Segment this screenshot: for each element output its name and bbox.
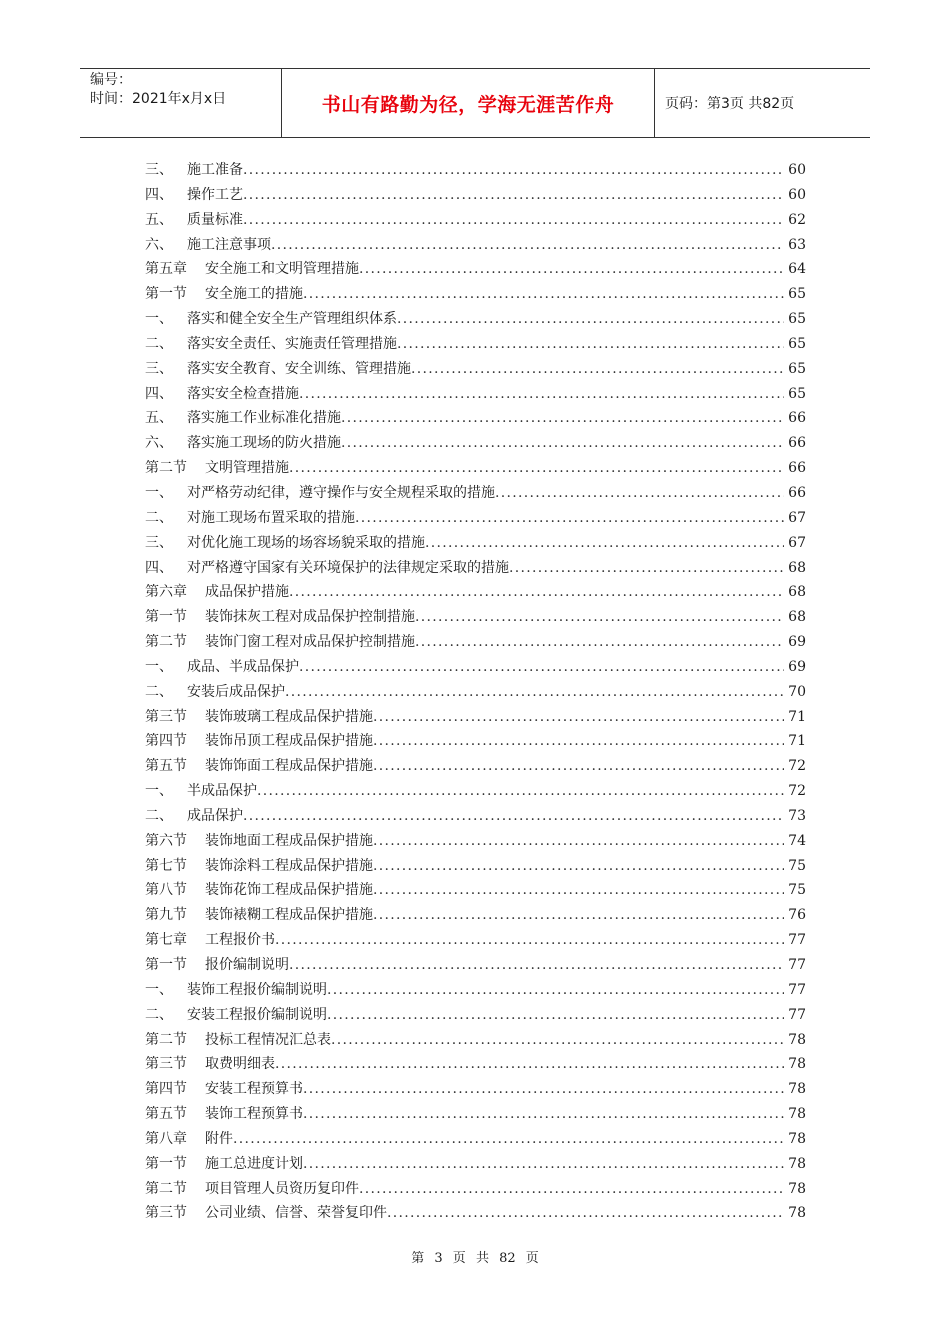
toc-entry-page: 78 bbox=[788, 1056, 806, 1073]
toc-entry-title: 附件 bbox=[205, 1130, 233, 1147]
toc-entry-number: 三、 bbox=[145, 360, 173, 377]
toc-dot-leader bbox=[373, 709, 784, 725]
toc-entry-number: 第五节 bbox=[145, 1106, 187, 1123]
toc-entry-number: 二、 bbox=[145, 509, 173, 526]
toc-entry-title: 装饰抹灰工程对成品保护控制措施 bbox=[205, 609, 415, 626]
toc-entry-title: 落实施工现场的防火措施 bbox=[187, 435, 341, 452]
toc-entry-number: 一、 bbox=[145, 981, 173, 998]
toc-entry[interactable] bbox=[145, 904, 806, 929]
toc-dot-leader bbox=[299, 386, 784, 402]
toc-entry-number: 第一节 bbox=[145, 1155, 187, 1172]
toc-entry-page: 78 bbox=[788, 1180, 806, 1197]
toc-dot-leader bbox=[387, 1205, 784, 1221]
toc-entry-number: 六、 bbox=[145, 435, 173, 452]
toc-entry[interactable] bbox=[145, 209, 806, 234]
toc-entry-page: 65 bbox=[788, 286, 806, 303]
toc-dot-leader bbox=[355, 510, 784, 526]
toc-entry-title: 成品保护 bbox=[187, 807, 243, 824]
toc-entry-number: 第八章 bbox=[145, 1130, 187, 1147]
toc-dot-leader bbox=[303, 1156, 784, 1172]
toc-entry-page: 78 bbox=[788, 1081, 806, 1098]
toc-dot-leader bbox=[285, 684, 784, 700]
toc-entry-number: 第四节 bbox=[145, 1081, 187, 1098]
toc-entry-title: 装饰玻璃工程成品保护措施 bbox=[205, 708, 373, 725]
toc-entry-page: 67 bbox=[788, 509, 806, 526]
toc-entry-title: 安全施工的措施 bbox=[205, 286, 303, 303]
toc-entry-page: 64 bbox=[788, 261, 806, 278]
toc-dot-leader bbox=[299, 659, 784, 675]
toc-dot-leader bbox=[373, 833, 784, 849]
toc-entry[interactable] bbox=[145, 979, 806, 1004]
toc-entry-page: 65 bbox=[788, 385, 806, 402]
toc-entry-page: 78 bbox=[788, 1205, 806, 1222]
toc-entry-title: 装饰门窗工程对成品保护控制措施 bbox=[205, 634, 415, 651]
toc-dot-leader bbox=[303, 286, 784, 302]
toc-entry-title: 装饰吊顶工程成品保护措施 bbox=[205, 733, 373, 750]
toc-entry-number: 第七节 bbox=[145, 857, 187, 874]
toc-entry-title: 装饰涂料工程成品保护措施 bbox=[205, 857, 373, 874]
toc-entry-number: 第六章 bbox=[145, 584, 187, 601]
toc-entry-number: 第三节 bbox=[145, 708, 187, 725]
toc-entry[interactable] bbox=[145, 258, 806, 283]
header-meta bbox=[80, 69, 282, 137]
toc-dot-leader bbox=[495, 485, 784, 501]
toc-entry-number: 第七章 bbox=[145, 932, 187, 949]
toc-entry-number: 第五章 bbox=[145, 261, 187, 278]
toc-entry-title: 投标工程情况汇总表 bbox=[205, 1031, 331, 1048]
toc-entry-number: 四、 bbox=[145, 186, 173, 203]
toc-entry[interactable] bbox=[145, 706, 806, 731]
toc-dot-leader bbox=[373, 907, 784, 923]
toc-entry-title: 安全施工和文明管理措施 bbox=[205, 261, 359, 278]
toc-entry-page: 74 bbox=[788, 832, 806, 849]
toc-entry-page: 65 bbox=[788, 360, 806, 377]
toc-entry-number: 第三节 bbox=[145, 1056, 187, 1073]
toc-entry-title: 安装后成品保护 bbox=[187, 683, 285, 700]
toc-entry-page: 66 bbox=[788, 484, 806, 501]
toc-entry-number: 三、 bbox=[145, 162, 173, 178]
page-footer bbox=[0, 1247, 950, 1266]
toc-entry-number: 一、 bbox=[145, 311, 173, 328]
toc-entry[interactable] bbox=[145, 1202, 806, 1227]
toc-entry-page: 72 bbox=[788, 783, 806, 800]
toc-entry[interactable] bbox=[145, 1128, 806, 1153]
toc-entry-number: 三、 bbox=[145, 534, 173, 551]
toc-entry-title: 成品、半成品保护 bbox=[187, 658, 299, 675]
toc-entry-number: 第一节 bbox=[145, 286, 187, 303]
toc-entry-title: 落实安全责任、实施责任管理措施 bbox=[187, 335, 397, 352]
toc-entry-page: 68 bbox=[788, 584, 806, 601]
toc-dot-leader bbox=[411, 361, 784, 377]
toc-entry-title: 安装工程报价编制说明 bbox=[187, 1006, 327, 1023]
toc-entry[interactable] bbox=[145, 333, 806, 358]
toc-dot-leader bbox=[373, 882, 784, 898]
toc-entry[interactable] bbox=[145, 1178, 806, 1203]
toc-entry-title: 质量标准 bbox=[187, 211, 243, 228]
toc-entry[interactable] bbox=[145, 383, 806, 408]
toc-entry-title: 装饰工程预算书 bbox=[205, 1106, 303, 1123]
toc-entry-page: 65 bbox=[788, 311, 806, 328]
toc-entry-number: 二、 bbox=[145, 807, 173, 824]
table-of-contents bbox=[145, 159, 806, 1227]
toc-entry-number: 二、 bbox=[145, 683, 173, 700]
toc-entry-page: 71 bbox=[788, 708, 806, 725]
toc-entry[interactable] bbox=[145, 482, 806, 507]
toc-entry-title: 落实施工作业标准化措施 bbox=[187, 410, 341, 427]
toc-entry-number: 第八节 bbox=[145, 882, 187, 899]
toc-entry-page: 60 bbox=[788, 186, 806, 203]
toc-dot-leader bbox=[415, 634, 784, 650]
toc-dot-leader bbox=[243, 162, 784, 178]
toc-entry-title: 落实和健全安全生产管理组织体系 bbox=[187, 311, 397, 328]
footer-part: 共 bbox=[475, 1251, 489, 1266]
toc-dot-leader bbox=[341, 435, 784, 451]
toc-dot-leader bbox=[303, 1081, 784, 1097]
toc-entry-page: 70 bbox=[788, 683, 806, 700]
toc-dot-leader bbox=[257, 783, 784, 799]
toc-entry[interactable] bbox=[145, 780, 806, 805]
toc-dot-leader bbox=[275, 1056, 784, 1072]
toc-entry-title: 项目管理人员资历复印件 bbox=[205, 1180, 359, 1197]
header-motto: 书山有路勤为径，学海无涯苦作舟 bbox=[282, 69, 655, 137]
header-page-info: 页码：第3页 共82页 bbox=[665, 96, 795, 112]
toc-entry-page: 78 bbox=[788, 1106, 806, 1123]
toc-dot-leader bbox=[289, 957, 784, 973]
toc-entry[interactable] bbox=[145, 234, 806, 259]
toc-entry-page: 69 bbox=[788, 658, 806, 675]
toc-dot-leader bbox=[415, 609, 784, 625]
page-header bbox=[80, 68, 870, 138]
toc-entry-page: 78 bbox=[788, 1130, 806, 1147]
toc-entry-title: 公司业绩、信誉、荣誉复印件 bbox=[205, 1205, 387, 1222]
toc-entry-title: 对严格劳动纪律，遵守操作与安全规程采取的措施 bbox=[187, 484, 495, 501]
toc-dot-leader bbox=[303, 1106, 784, 1122]
toc-entry[interactable] bbox=[145, 507, 806, 532]
toc-entry[interactable] bbox=[145, 1103, 806, 1128]
toc-dot-leader bbox=[373, 758, 784, 774]
toc-entry[interactable] bbox=[145, 954, 806, 979]
toc-entry-number: 第二节 bbox=[145, 1180, 187, 1197]
footer-part: 页 bbox=[452, 1251, 466, 1266]
toc-entry[interactable] bbox=[145, 581, 806, 606]
toc-dot-leader bbox=[327, 982, 784, 998]
toc-entry-number: 一、 bbox=[145, 484, 173, 501]
toc-entry-title: 对严格遵守国家有关环境保护的法律规定采取的措施 bbox=[187, 559, 509, 576]
toc-entry-page: 77 bbox=[788, 981, 806, 998]
footer-page-number: 3 bbox=[434, 1251, 443, 1266]
toc-entry[interactable] bbox=[145, 308, 806, 333]
toc-entry-number: 第一节 bbox=[145, 957, 187, 973]
footer-part: 第 bbox=[411, 1251, 425, 1266]
toc-entry-page: 60 bbox=[788, 162, 806, 178]
toc-entry[interactable] bbox=[145, 1078, 806, 1103]
date-text: 时间：2021年x月x日 bbox=[90, 91, 227, 107]
toc-entry[interactable] bbox=[145, 358, 806, 383]
toc-entry-title: 施工准备 bbox=[187, 162, 243, 178]
toc-dot-leader bbox=[397, 336, 784, 352]
toc-entry-page: 72 bbox=[788, 758, 806, 775]
toc-dot-leader bbox=[243, 187, 784, 203]
toc-dot-leader bbox=[509, 560, 784, 576]
code-label: 编号： bbox=[90, 72, 132, 88]
toc-entry-number: 第四节 bbox=[145, 733, 187, 750]
toc-entry-page: 65 bbox=[788, 335, 806, 352]
toc-entry-title: 对优化施工现场的场容场貌采取的措施 bbox=[187, 534, 425, 551]
toc-entry-number: 第一节 bbox=[145, 609, 187, 626]
toc-entry[interactable] bbox=[145, 1004, 806, 1029]
toc-entry-page: 73 bbox=[788, 807, 806, 824]
footer-part: 页 bbox=[525, 1251, 539, 1266]
toc-entry-page: 69 bbox=[788, 634, 806, 651]
toc-entry-number: 第九节 bbox=[145, 907, 187, 924]
toc-entry-page: 78 bbox=[788, 1155, 806, 1172]
toc-entry[interactable] bbox=[145, 656, 806, 681]
toc-dot-leader bbox=[373, 733, 784, 749]
toc-entry-page: 66 bbox=[788, 460, 806, 477]
toc-entry[interactable] bbox=[145, 631, 806, 656]
toc-entry[interactable] bbox=[145, 755, 806, 780]
toc-entry-number: 二、 bbox=[145, 1006, 173, 1023]
toc-dot-leader bbox=[373, 858, 784, 874]
toc-entry-number: 第五节 bbox=[145, 758, 187, 775]
toc-entry-title: 对施工现场布置采取的措施 bbox=[187, 509, 355, 526]
toc-entry-page: 77 bbox=[788, 957, 806, 973]
toc-entry-title: 装饰地面工程成品保护措施 bbox=[205, 832, 373, 849]
toc-entry-title: 文明管理措施 bbox=[205, 460, 289, 477]
toc-entry[interactable] bbox=[145, 1029, 806, 1054]
toc-entry[interactable] bbox=[145, 159, 806, 184]
toc-entry-page: 63 bbox=[788, 236, 806, 253]
toc-entry-number: 五、 bbox=[145, 410, 173, 427]
toc-entry-number: 第二节 bbox=[145, 634, 187, 651]
toc-entry-title: 装饰工程报价编制说明 bbox=[187, 981, 327, 998]
toc-entry[interactable] bbox=[145, 532, 806, 557]
toc-entry-title: 装饰花饰工程成品保护措施 bbox=[205, 882, 373, 899]
toc-entry-title: 装饰裱糊工程成品保护措施 bbox=[205, 907, 373, 924]
toc-entry-title: 施工总进度计划 bbox=[205, 1155, 303, 1172]
toc-dot-leader bbox=[425, 535, 784, 551]
toc-entry-title: 装饰饰面工程成品保护措施 bbox=[205, 758, 373, 775]
toc-entry[interactable] bbox=[145, 457, 806, 482]
toc-entry-page: 75 bbox=[788, 882, 806, 899]
toc-entry-title: 成品保护措施 bbox=[205, 584, 289, 601]
toc-dot-leader bbox=[359, 1181, 784, 1197]
toc-dot-leader bbox=[233, 1131, 784, 1147]
toc-entry[interactable] bbox=[145, 855, 806, 880]
toc-entry-page: 76 bbox=[788, 907, 806, 924]
toc-entry-number: 二、 bbox=[145, 335, 173, 352]
toc-entry[interactable] bbox=[145, 1153, 806, 1178]
toc-entry-title: 落实安全检查措施 bbox=[187, 385, 299, 402]
toc-entry-number: 第二节 bbox=[145, 460, 187, 477]
toc-dot-leader bbox=[327, 1007, 784, 1023]
toc-entry-page: 68 bbox=[788, 609, 806, 626]
toc-entry-title: 操作工艺 bbox=[187, 186, 243, 203]
toc-entry[interactable] bbox=[145, 879, 806, 904]
toc-dot-leader bbox=[331, 1032, 784, 1048]
footer-total-pages: 82 bbox=[499, 1251, 516, 1266]
toc-entry-title: 工程报价书 bbox=[205, 932, 275, 949]
toc-entry[interactable] bbox=[145, 1053, 806, 1078]
toc-entry-page: 78 bbox=[788, 1031, 806, 1048]
toc-entry-title: 安装工程预算书 bbox=[205, 1081, 303, 1098]
toc-entry[interactable] bbox=[145, 730, 806, 755]
toc-dot-leader bbox=[271, 237, 784, 253]
toc-entry-page: 68 bbox=[788, 559, 806, 576]
toc-entry-number: 第六节 bbox=[145, 832, 187, 849]
toc-entry-number: 第二节 bbox=[145, 1031, 187, 1048]
toc-entry-title: 落实安全教育、安全训练、管理措施 bbox=[187, 360, 411, 377]
toc-dot-leader bbox=[275, 932, 784, 948]
toc-entry[interactable] bbox=[145, 432, 806, 457]
toc-entry-page: 62 bbox=[788, 211, 806, 228]
toc-dot-leader bbox=[289, 460, 784, 476]
toc-dot-leader bbox=[397, 311, 784, 327]
toc-dot-leader bbox=[341, 410, 784, 426]
toc-entry-number: 第三节 bbox=[145, 1205, 187, 1222]
toc-entry[interactable] bbox=[145, 283, 806, 308]
toc-entry-page: 77 bbox=[788, 932, 806, 949]
toc-entry-page: 75 bbox=[788, 857, 806, 874]
toc-entry[interactable] bbox=[145, 557, 806, 582]
toc-dot-leader bbox=[359, 261, 784, 277]
toc-entry[interactable] bbox=[145, 606, 806, 631]
toc-dot-leader bbox=[289, 584, 784, 600]
toc-entry-title: 取费明细表 bbox=[205, 1056, 275, 1073]
toc-entry-title: 报价编制说明 bbox=[205, 957, 289, 973]
toc-entry[interactable] bbox=[145, 830, 806, 855]
toc-entry-number: 四、 bbox=[145, 385, 173, 402]
toc-entry-number: 四、 bbox=[145, 559, 173, 576]
toc-entry-title: 半成品保护 bbox=[187, 783, 257, 800]
toc-entry-number: 一、 bbox=[145, 658, 173, 675]
toc-entry-page: 71 bbox=[788, 733, 806, 750]
toc-entry[interactable] bbox=[145, 805, 806, 830]
toc-entry[interactable] bbox=[145, 929, 806, 954]
toc-entry-title: 施工注意事项 bbox=[187, 236, 271, 253]
toc-entry-number: 六、 bbox=[145, 236, 173, 253]
toc-entry-page: 67 bbox=[788, 534, 806, 551]
toc-dot-leader bbox=[243, 212, 784, 228]
toc-entry[interactable] bbox=[145, 184, 806, 209]
toc-entry[interactable] bbox=[145, 407, 806, 432]
toc-entry-page: 77 bbox=[788, 1006, 806, 1023]
toc-entry-page: 66 bbox=[788, 435, 806, 452]
toc-entry-page: 66 bbox=[788, 410, 806, 427]
toc-entry-number: 一、 bbox=[145, 783, 173, 800]
toc-dot-leader bbox=[243, 808, 784, 824]
toc-entry[interactable] bbox=[145, 681, 806, 706]
toc-entry-number: 五、 bbox=[145, 211, 173, 228]
